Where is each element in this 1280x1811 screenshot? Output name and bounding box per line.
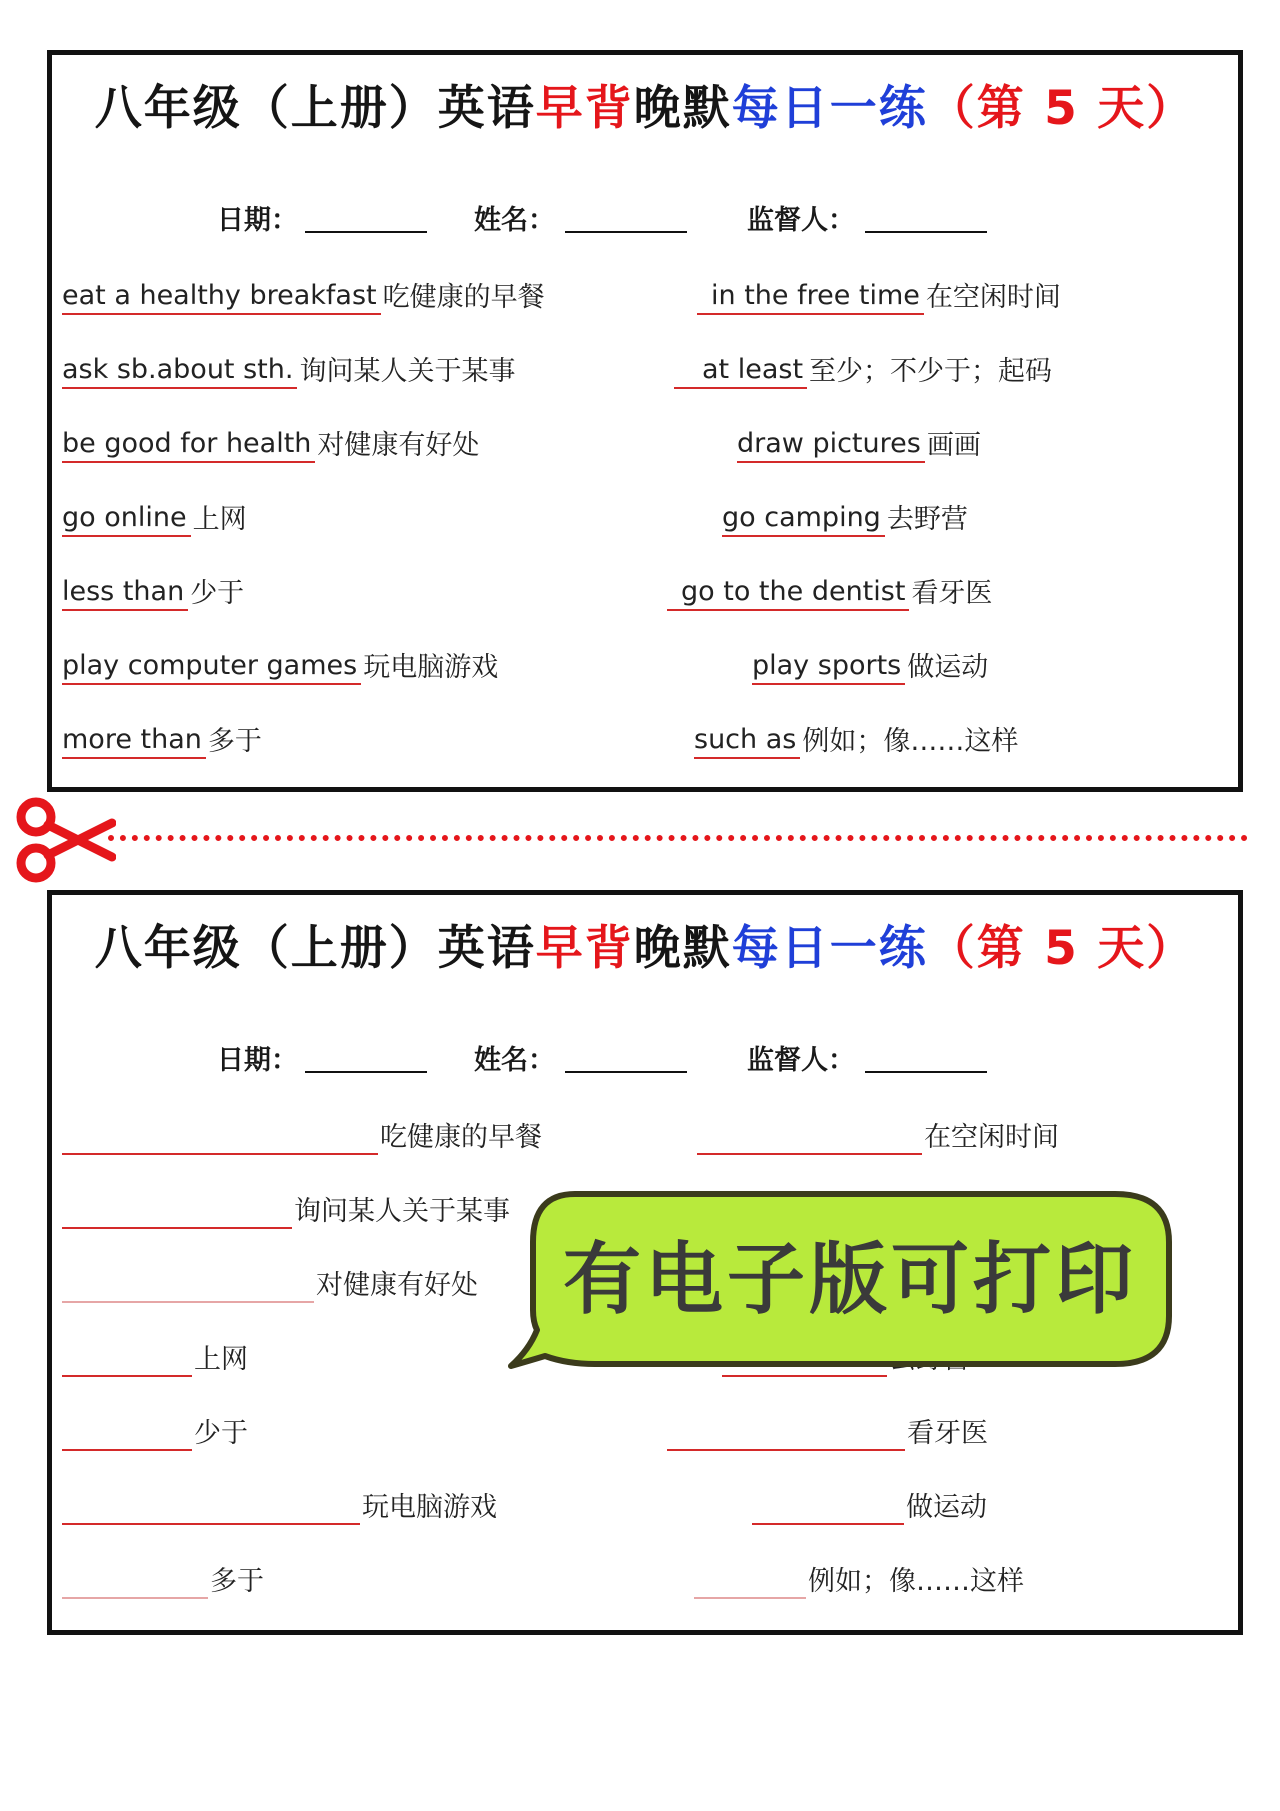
phrase-en: such as [694, 723, 800, 759]
phrase-zh: 看牙医 [911, 578, 993, 609]
phrase-item [674, 347, 1052, 389]
name-label: 姓名： [474, 205, 555, 236]
title-part-evening: 晚默 [633, 921, 732, 976]
quiz-item [667, 1409, 988, 1451]
info-line [52, 1030, 1238, 1080]
phrase-zh: 在空闲时间 [925, 282, 1061, 313]
title-part-daily: 每日一练 [731, 81, 928, 136]
phrase-en: eat a healthy breakfast [62, 279, 381, 315]
quiz-item [62, 1261, 478, 1303]
phrase-item [62, 273, 545, 315]
cut-line [108, 835, 1248, 841]
answer-blank[interactable] [62, 1269, 314, 1303]
phrase-item [62, 421, 479, 463]
print-version-badge: 有电子版可打印 [562, 1235, 1137, 1325]
phrase-en: ask sb.about sth. [62, 353, 297, 389]
quiz-item [62, 1557, 264, 1599]
phrase-zh: 上网 [192, 504, 247, 535]
date-label: 日期： [217, 205, 298, 236]
phrase-zh: 看牙医 [907, 1418, 988, 1449]
phrase-zh: 少于 [194, 1418, 248, 1449]
phrase-zh: 吃健康的早餐 [380, 1122, 542, 1153]
phrase-zh: 去野营 [886, 504, 968, 535]
answer-blank[interactable] [697, 1121, 922, 1155]
answer-blank[interactable] [62, 1417, 192, 1451]
quiz-item [694, 1557, 1024, 1599]
phrase-item [62, 569, 244, 611]
phrase-item [62, 717, 262, 759]
phrase-en: more than [62, 723, 206, 759]
study-card-top [47, 50, 1243, 792]
phrase-zh: 多于 [207, 726, 262, 757]
quiz-item [62, 1409, 248, 1451]
quiz-item [62, 1483, 497, 1525]
phrase-en: go online [62, 501, 191, 537]
title-part-daily: 每日一练 [731, 921, 928, 976]
phrase-item [722, 495, 968, 537]
date-label: 日期： [217, 1045, 298, 1076]
phrase-en: play computer games [62, 649, 361, 685]
answer-blank[interactable] [62, 1565, 208, 1599]
phrase-zh: 上网 [194, 1344, 248, 1375]
phrase-zh: 玩电脑游戏 [362, 1492, 497, 1523]
phrase-zh: 例如；像……这样 [808, 1566, 1024, 1597]
title-part-morning: 早背 [535, 921, 634, 976]
title-part-grade: 八年级（上册）英语 [94, 81, 536, 136]
answer-blank[interactable] [752, 1491, 904, 1525]
phrase-en: draw pictures [737, 427, 925, 463]
name-blank[interactable] [565, 1071, 687, 1073]
answer-blank[interactable] [62, 1491, 360, 1525]
phrase-zh: 询问某人关于某事 [294, 1196, 510, 1227]
phrase-zh: 少于 [190, 578, 245, 609]
phrase-item [694, 717, 1018, 759]
phrase-zh: 在空闲时间 [924, 1122, 1059, 1153]
phrase-en: less than [62, 575, 188, 611]
phrase-en: at least [674, 353, 807, 389]
phrase-zh: 例如；像……这样 [802, 726, 1019, 757]
quiz-item [62, 1335, 248, 1377]
phrase-zh: 玩电脑游戏 [363, 652, 499, 683]
supervisor-blank[interactable] [865, 231, 987, 233]
phrase-en: go camping [722, 501, 885, 537]
phrase-item [752, 643, 988, 685]
phrase-en: go to the dentist [667, 575, 909, 611]
phrase-en: in the free time [697, 279, 924, 315]
title-part-grade: 八年级（上册）英语 [94, 921, 536, 976]
scissors-icon [12, 795, 116, 885]
phrase-item [667, 569, 992, 611]
info-line [52, 190, 1238, 240]
phrase-zh: 画画 [926, 430, 981, 461]
answer-blank[interactable] [62, 1195, 292, 1229]
phrase-zh: 询问某人关于某事 [299, 356, 516, 387]
page-title [52, 909, 1238, 989]
answer-blank[interactable] [62, 1343, 192, 1377]
title-part-evening: 晚默 [633, 81, 732, 136]
phrase-zh: 至少；不少于；起码 [809, 356, 1053, 387]
supervisor-label: 监督人： [747, 205, 855, 236]
answer-blank[interactable] [667, 1417, 905, 1451]
quiz-item [752, 1483, 987, 1525]
title-part-morning: 早背 [535, 81, 634, 136]
phrase-item [697, 273, 1061, 315]
phrase-zh: 做运动 [907, 652, 989, 683]
phrase-zh: 吃健康的早餐 [382, 282, 545, 313]
answer-blank[interactable] [62, 1121, 378, 1155]
date-blank[interactable] [305, 231, 427, 233]
phrase-zh: 对健康有好处 [316, 1270, 478, 1301]
quiz-item [62, 1113, 542, 1155]
phrase-item [62, 643, 498, 685]
supervisor-label: 监督人： [747, 1045, 855, 1076]
quiz-item [697, 1113, 1059, 1155]
name-blank[interactable] [565, 231, 687, 233]
date-blank[interactable] [305, 1071, 427, 1073]
name-label: 姓名： [474, 1045, 555, 1076]
phrase-en: play sports [752, 649, 905, 685]
phrase-en: be good for health [62, 427, 315, 463]
supervisor-blank[interactable] [865, 1071, 987, 1073]
quiz-item [62, 1187, 510, 1229]
answer-blank[interactable] [694, 1565, 806, 1599]
title-part-day: （第 5 天） [927, 921, 1196, 976]
page-title [52, 69, 1238, 149]
phrase-zh: 对健康有好处 [317, 430, 480, 461]
title-part-day: （第 5 天） [927, 81, 1196, 136]
phrase-zh: 做运动 [906, 1492, 987, 1523]
phrase-item [62, 347, 515, 389]
phrase-item [62, 495, 247, 537]
phrase-item [737, 421, 981, 463]
phrase-zh: 多于 [210, 1566, 264, 1597]
